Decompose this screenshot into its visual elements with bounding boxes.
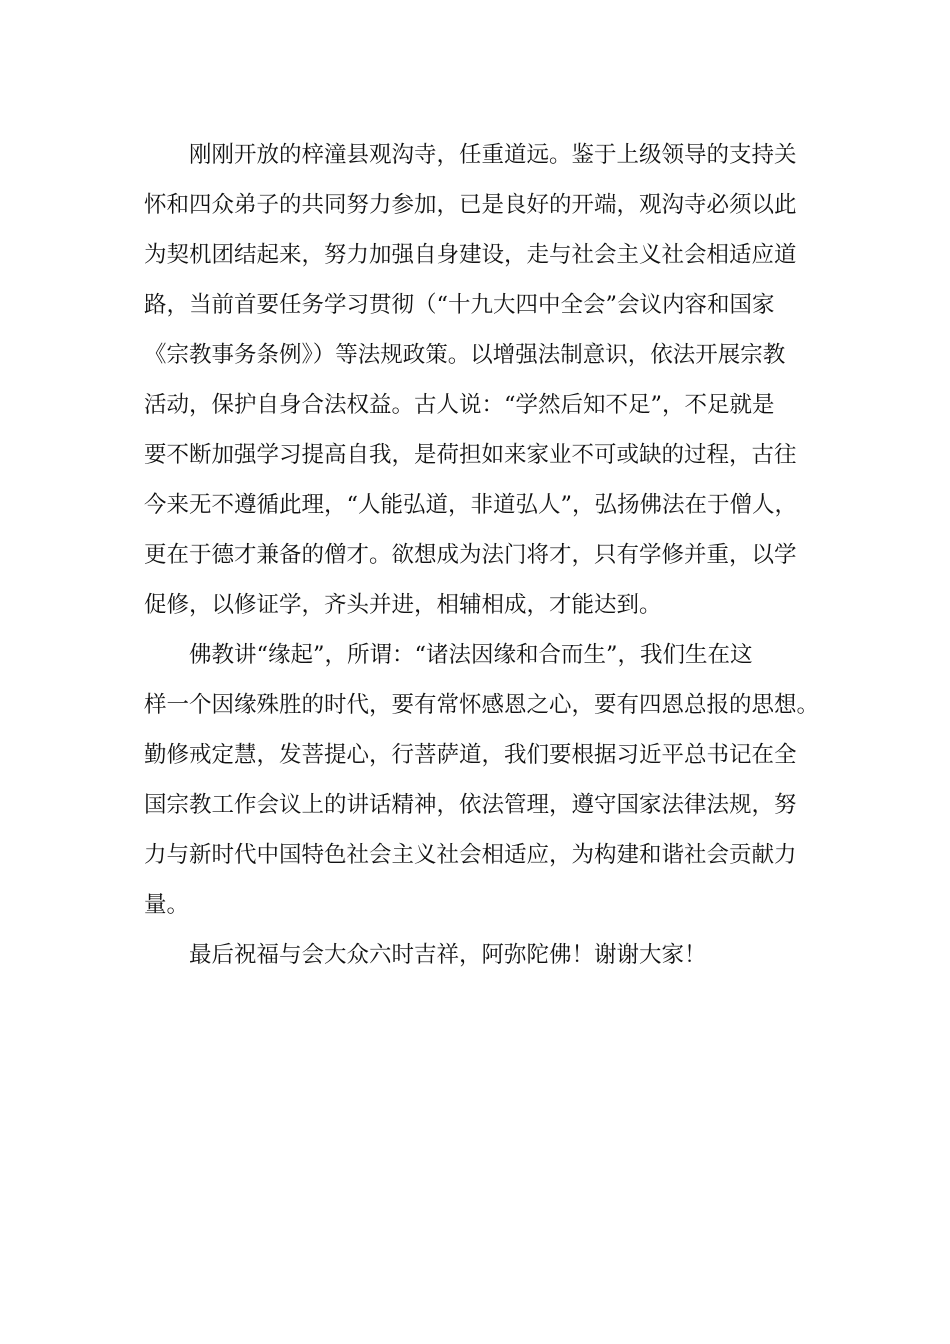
text-line: 最后祝福与会大众六时吉祥，阿弥陀佛！谢谢大家！ bbox=[189, 942, 707, 968]
paragraph-3 bbox=[144, 930, 824, 980]
text-line: 力与新时代中国特色社会主义社会相适应，为构建和谐社会贡献力 bbox=[144, 842, 797, 868]
paragraph-1 bbox=[144, 130, 824, 630]
text-line: 更在于德才兼备的僧才。欲想成为法门将才，只有学修并重，以学 bbox=[144, 542, 797, 568]
text-line: 今来无不遵循此理，“人能弘道，非道弘人”，弘扬佛法在于僧人， bbox=[144, 492, 798, 518]
text-line: 样一个因缘殊胜的时代，要有常怀感恩之心，要有四恩总报的思想。 bbox=[144, 692, 820, 718]
paragraph-2 bbox=[144, 630, 824, 930]
text-line: 要不断加强学习提高自我，是荷担如来家业不可或缺的过程，古往 bbox=[144, 442, 797, 468]
document-body bbox=[144, 130, 824, 980]
text-line: 活动，保护自身合法权益。古人说：“学然后知不足”，不足就是 bbox=[144, 392, 775, 418]
text-line: 促修，以修证学，齐头并进，相辅相成，才能达到。 bbox=[144, 592, 662, 618]
text-line: 国宗教工作会议上的讲话精神，依法管理，遵守国家法律法规，努 bbox=[144, 792, 797, 818]
text-line: 佛教讲“缘起”，所谓：“诸法因缘和合而生”，我们生在这 bbox=[189, 642, 753, 668]
text-line: 为契机团结起来，努力加强自身建设，走与社会主义社会相适应道 bbox=[144, 242, 797, 268]
text-line: 怀和四众弟子的共同努力参加，已是良好的开端，观沟寺必须以此 bbox=[144, 192, 797, 218]
text-line: 量。 bbox=[144, 892, 190, 918]
text-line: 《宗教事务条例》）等法规政策。以增强法制意识，依法开展宗教 bbox=[144, 342, 786, 368]
text-line: 刚刚开放的梓潼县观沟寺，任重道远。鉴于上级领导的支持关 bbox=[189, 142, 797, 168]
text-line: 路，当前首要任务学习贯彻（“十九大四中全会”会议内容和国家 bbox=[144, 292, 775, 318]
text-line: 勤修戒定慧，发菩提心，行菩萨道，我们要根据习近平总书记在全 bbox=[144, 742, 797, 768]
